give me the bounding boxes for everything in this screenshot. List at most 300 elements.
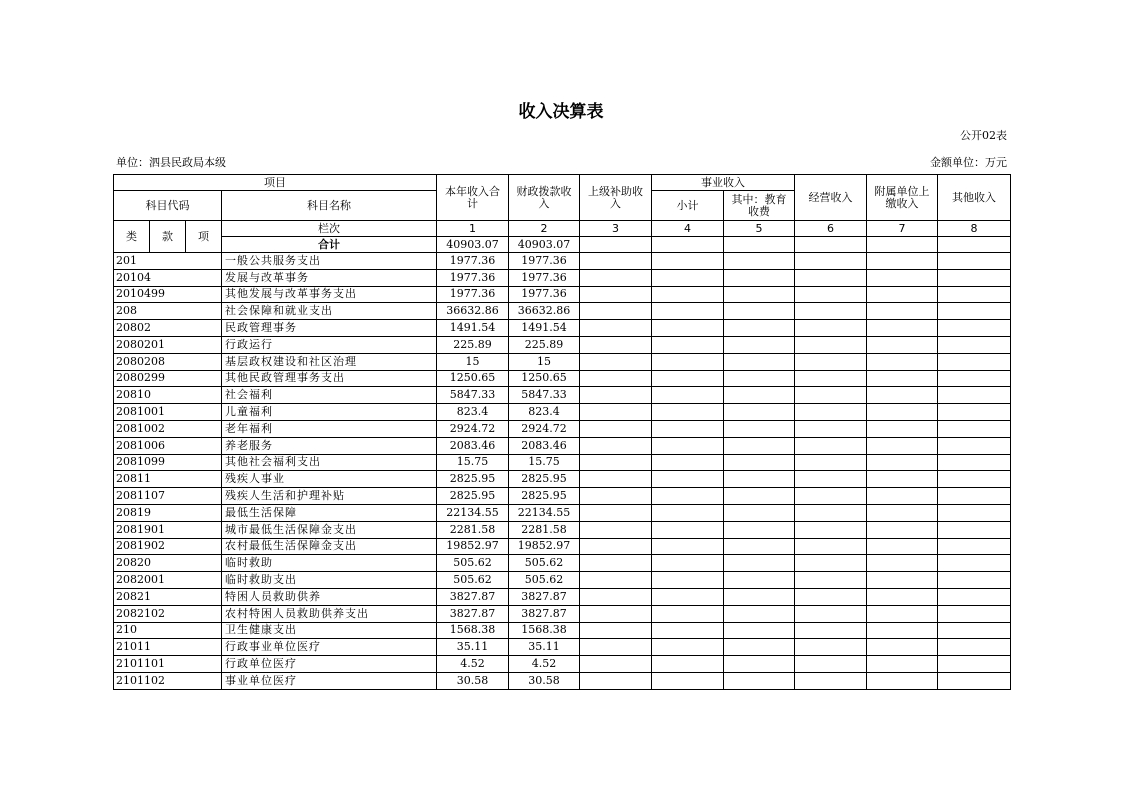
row-biz-sub [652, 370, 724, 387]
row-fiscal: 4.52 [509, 656, 580, 673]
table-row [114, 420, 1011, 437]
row-upper [580, 521, 652, 538]
row-upper [580, 286, 652, 303]
row-fiscal: 225.89 [509, 336, 580, 353]
table-row [114, 303, 1011, 320]
row-total: 1491.54 [437, 320, 509, 337]
row-upper [580, 320, 652, 337]
table-row [114, 370, 1011, 387]
row-total: 35.11 [437, 639, 509, 656]
row-total: 505.62 [437, 555, 509, 572]
table-row [114, 253, 1011, 270]
row-affil [867, 404, 938, 421]
table-row [114, 387, 1011, 404]
row-affil [867, 387, 938, 404]
table-row [114, 605, 1011, 622]
table-row [114, 454, 1011, 471]
row-biz-edu [724, 656, 795, 673]
row-affil [867, 437, 938, 454]
header-biz-edu: 其中：教育收费 [724, 191, 795, 221]
income-table [113, 174, 1011, 690]
row-other [938, 370, 1011, 387]
row-biz-sub [652, 269, 724, 286]
header-oper: 经营收入 [795, 175, 867, 221]
col-num-2: 2 [509, 221, 580, 237]
row-biz-sub [652, 286, 724, 303]
row-upper [580, 504, 652, 521]
row-biz-sub [652, 387, 724, 404]
row-upper [580, 488, 652, 505]
row-oper [795, 605, 867, 622]
col-num-5: 5 [724, 221, 795, 237]
table-row [114, 437, 1011, 454]
row-total: 1250.65 [437, 370, 509, 387]
row-biz-edu [724, 555, 795, 572]
table-row [114, 286, 1011, 303]
row-oper [795, 471, 867, 488]
page-title: 收入决算表 [518, 102, 604, 122]
row-code: 2080299 [114, 370, 222, 387]
row-total: 2825.95 [437, 471, 509, 488]
row-affil [867, 588, 938, 605]
row-total: 4.52 [437, 656, 509, 673]
header-lanci: 栏次 [222, 221, 437, 237]
row-biz-sub [652, 504, 724, 521]
row-biz-edu [724, 672, 795, 689]
row-fiscal: 35.11 [509, 639, 580, 656]
row-upper [580, 269, 652, 286]
row-oper [795, 437, 867, 454]
row-biz-edu [724, 471, 795, 488]
row-upper [580, 353, 652, 370]
row-oper [795, 269, 867, 286]
row-other [938, 572, 1011, 589]
row-oper [795, 555, 867, 572]
row-biz-edu [724, 538, 795, 555]
row-code: 2081107 [114, 488, 222, 505]
header-code: 科目代码 [114, 191, 222, 221]
row-biz-sub [652, 538, 724, 555]
row-oper [795, 656, 867, 673]
row-name: 社会福利 [222, 387, 437, 404]
row-upper [580, 572, 652, 589]
row-name: 养老服务 [222, 437, 437, 454]
row-biz-sub [652, 588, 724, 605]
row-affil [867, 269, 938, 286]
row-upper [580, 639, 652, 656]
row-biz-edu [724, 353, 795, 370]
row-biz-sub [652, 656, 724, 673]
row-affil [867, 672, 938, 689]
row-biz-edu [724, 572, 795, 589]
row-other [938, 488, 1011, 505]
row-name: 农村最低生活保障金支出 [222, 538, 437, 555]
row-fiscal: 2083.46 [509, 437, 580, 454]
form-number: 公开02表 [960, 129, 1007, 142]
row-other [938, 437, 1011, 454]
row-code: 2101102 [114, 672, 222, 689]
row-upper [580, 404, 652, 421]
row-total: 30.58 [437, 672, 509, 689]
row-fiscal: 22134.55 [509, 504, 580, 521]
row-affil [867, 286, 938, 303]
row-upper [580, 420, 652, 437]
row-name: 残疾人生活和护理补贴 [222, 488, 437, 505]
row-name: 社会保障和就业支出 [222, 303, 437, 320]
row-biz-sub [652, 488, 724, 505]
row-biz-sub [652, 622, 724, 639]
row-oper [795, 387, 867, 404]
row-name: 一般公共服务支出 [222, 253, 437, 270]
row-oper [795, 572, 867, 589]
row-biz-edu [724, 303, 795, 320]
row-biz-sub [652, 336, 724, 353]
money-unit-label: 金额单位：万元 [930, 156, 1007, 169]
header-lei: 类 [114, 221, 150, 253]
row-biz-edu [724, 286, 795, 303]
row-affil [867, 471, 938, 488]
row-total: 3827.87 [437, 588, 509, 605]
row-affil [867, 454, 938, 471]
header-item: 项目 [114, 175, 437, 191]
row-code: 2082102 [114, 605, 222, 622]
table-row [114, 622, 1011, 639]
row-biz-edu [724, 588, 795, 605]
row-fiscal: 2825.95 [509, 488, 580, 505]
row-other [938, 656, 1011, 673]
col-num-8: 8 [938, 221, 1011, 237]
row-other [938, 672, 1011, 689]
row-code: 2010499 [114, 286, 222, 303]
row-code: 2080208 [114, 353, 222, 370]
row-biz-sub [652, 253, 724, 270]
row-fiscal: 1491.54 [509, 320, 580, 337]
row-upper [580, 437, 652, 454]
row-affil [867, 336, 938, 353]
row-fiscal: 15 [509, 353, 580, 370]
row-upper [580, 387, 652, 404]
header-upper: 上级补助收入 [580, 175, 652, 221]
row-name: 事业单位医疗 [222, 672, 437, 689]
row-biz-edu [724, 504, 795, 521]
row-biz-edu [724, 404, 795, 421]
row-biz-sub [652, 404, 724, 421]
row-upper [580, 538, 652, 555]
row-code: 20821 [114, 588, 222, 605]
row-biz-edu [724, 269, 795, 286]
header-other: 其他收入 [938, 175, 1011, 221]
table-row [114, 336, 1011, 353]
table-row [114, 353, 1011, 370]
row-name: 其他社会福利支出 [222, 454, 437, 471]
row-code: 2081006 [114, 437, 222, 454]
row-biz-sub [652, 353, 724, 370]
table-row [114, 320, 1011, 337]
row-code: 2081002 [114, 420, 222, 437]
table-row [114, 656, 1011, 673]
table-row [114, 504, 1011, 521]
header-name: 科目名称 [222, 191, 437, 221]
unit-label: 单位：泗县民政局本级 [116, 156, 226, 169]
table-row [114, 521, 1011, 538]
row-biz-edu [724, 253, 795, 270]
row-code: 20820 [114, 555, 222, 572]
row-biz-edu [724, 336, 795, 353]
row-total: 2924.72 [437, 420, 509, 437]
row-fiscal: 505.62 [509, 572, 580, 589]
row-fiscal: 1250.65 [509, 370, 580, 387]
row-oper [795, 639, 867, 656]
row-total: 15 [437, 353, 509, 370]
row-fiscal: 2924.72 [509, 420, 580, 437]
row-fiscal: 15.75 [509, 454, 580, 471]
row-name: 其他民政管理事务支出 [222, 370, 437, 387]
row-upper [580, 370, 652, 387]
table-row [114, 404, 1011, 421]
row-other [938, 353, 1011, 370]
row-name: 民政管理事务 [222, 320, 437, 337]
row-oper [795, 286, 867, 303]
col-num-1: 1 [437, 221, 509, 237]
row-affil [867, 303, 938, 320]
row-total: 2083.46 [437, 437, 509, 454]
row-code: 2101101 [114, 656, 222, 673]
row-fiscal: 1568.38 [509, 622, 580, 639]
row-fiscal: 36632.86 [509, 303, 580, 320]
row-affil [867, 504, 938, 521]
header-biz: 事业收入 [652, 175, 795, 191]
row-fiscal: 823.4 [509, 404, 580, 421]
row-biz-edu [724, 521, 795, 538]
row-name: 行政单位医疗 [222, 656, 437, 673]
total-amount: 40903.07 [437, 237, 509, 253]
row-total: 1977.36 [437, 253, 509, 270]
row-other [938, 622, 1011, 639]
row-total: 1977.36 [437, 269, 509, 286]
row-oper [795, 588, 867, 605]
row-fiscal: 2825.95 [509, 471, 580, 488]
header-kuan: 款 [150, 221, 186, 253]
row-total: 1568.38 [437, 622, 509, 639]
row-oper [795, 353, 867, 370]
row-name: 特困人员救助供养 [222, 588, 437, 605]
row-biz-sub [652, 605, 724, 622]
row-fiscal: 3827.87 [509, 588, 580, 605]
row-code: 2081902 [114, 538, 222, 555]
row-biz-edu [724, 387, 795, 404]
row-oper [795, 488, 867, 505]
row-biz-edu [724, 320, 795, 337]
row-code: 2081001 [114, 404, 222, 421]
row-other [938, 454, 1011, 471]
row-other [938, 555, 1011, 572]
row-code: 20819 [114, 504, 222, 521]
row-other [938, 420, 1011, 437]
row-biz-edu [724, 370, 795, 387]
table-row [114, 269, 1011, 286]
row-other [938, 387, 1011, 404]
row-other [938, 320, 1011, 337]
col-num-7: 7 [867, 221, 938, 237]
row-total: 36632.86 [437, 303, 509, 320]
row-upper [580, 303, 652, 320]
row-oper [795, 320, 867, 337]
header-xiang: 项 [186, 221, 222, 253]
row-total: 823.4 [437, 404, 509, 421]
row-code: 2081099 [114, 454, 222, 471]
row-name: 儿童福利 [222, 404, 437, 421]
row-upper [580, 672, 652, 689]
row-oper [795, 253, 867, 270]
row-code: 21011 [114, 639, 222, 656]
row-affil [867, 521, 938, 538]
row-name: 发展与改革事务 [222, 269, 437, 286]
total-label: 合计 [222, 237, 437, 253]
row-biz-sub [652, 303, 724, 320]
row-other [938, 504, 1011, 521]
header-affil: 附属单位上缴收入 [867, 175, 938, 221]
row-code: 2081901 [114, 521, 222, 538]
row-oper [795, 521, 867, 538]
row-other [938, 404, 1011, 421]
row-oper [795, 404, 867, 421]
row-upper [580, 656, 652, 673]
row-oper [795, 538, 867, 555]
row-affil [867, 370, 938, 387]
row-total: 505.62 [437, 572, 509, 589]
row-affil [867, 622, 938, 639]
row-upper [580, 588, 652, 605]
row-name: 基层政权建设和社区治理 [222, 353, 437, 370]
row-other [938, 538, 1011, 555]
row-upper [580, 336, 652, 353]
row-biz-sub [652, 639, 724, 656]
row-upper [580, 253, 652, 270]
row-name: 老年福利 [222, 420, 437, 437]
row-other [938, 588, 1011, 605]
row-affil [867, 538, 938, 555]
row-oper [795, 504, 867, 521]
row-biz-edu [724, 639, 795, 656]
row-biz-edu [724, 605, 795, 622]
row-total: 5847.33 [437, 387, 509, 404]
row-other [938, 269, 1011, 286]
row-code: 208 [114, 303, 222, 320]
row-affil [867, 353, 938, 370]
row-total: 19852.97 [437, 538, 509, 555]
row-affil [867, 253, 938, 270]
row-affil [867, 605, 938, 622]
total-fiscal: 40903.07 [509, 237, 580, 253]
row-other [938, 639, 1011, 656]
table-row [114, 588, 1011, 605]
row-biz-sub [652, 672, 724, 689]
row-fiscal: 2281.58 [509, 521, 580, 538]
row-biz-sub [652, 437, 724, 454]
row-code: 201 [114, 253, 222, 270]
row-other [938, 286, 1011, 303]
row-upper [580, 471, 652, 488]
row-code: 2080201 [114, 336, 222, 353]
row-total: 22134.55 [437, 504, 509, 521]
row-affil [867, 656, 938, 673]
table-row [114, 672, 1011, 689]
row-name: 卫生健康支出 [222, 622, 437, 639]
row-biz-sub [652, 555, 724, 572]
row-fiscal: 19852.97 [509, 538, 580, 555]
row-fiscal: 3827.87 [509, 605, 580, 622]
row-oper [795, 336, 867, 353]
row-name: 临时救助支出 [222, 572, 437, 589]
row-affil [867, 420, 938, 437]
row-fiscal: 1977.36 [509, 253, 580, 270]
table-row [114, 555, 1011, 572]
row-other [938, 471, 1011, 488]
row-oper [795, 303, 867, 320]
row-total: 3827.87 [437, 605, 509, 622]
row-affil [867, 320, 938, 337]
row-name: 农村特困人员救助供养支出 [222, 605, 437, 622]
table-row [114, 538, 1011, 555]
row-biz-edu [724, 420, 795, 437]
row-code: 2082001 [114, 572, 222, 589]
row-biz-sub [652, 572, 724, 589]
row-biz-edu [724, 622, 795, 639]
row-other [938, 336, 1011, 353]
header-biz-sub: 小计 [652, 191, 724, 221]
row-affil [867, 639, 938, 656]
row-biz-edu [724, 454, 795, 471]
table-row [114, 488, 1011, 505]
row-name: 残疾人事业 [222, 471, 437, 488]
row-name: 其他发展与改革事务支出 [222, 286, 437, 303]
row-name: 城市最低生活保障金支出 [222, 521, 437, 538]
row-biz-sub [652, 420, 724, 437]
row-name: 最低生活保障 [222, 504, 437, 521]
table-row [114, 639, 1011, 656]
row-upper [580, 622, 652, 639]
row-affil [867, 488, 938, 505]
row-fiscal: 1977.36 [509, 269, 580, 286]
row-biz-sub [652, 471, 724, 488]
row-oper [795, 622, 867, 639]
row-fiscal: 505.62 [509, 555, 580, 572]
row-total: 1977.36 [437, 286, 509, 303]
row-other [938, 521, 1011, 538]
row-biz-sub [652, 521, 724, 538]
row-other [938, 253, 1011, 270]
row-code: 20811 [114, 471, 222, 488]
row-other [938, 605, 1011, 622]
row-biz-edu [724, 437, 795, 454]
header-fiscal: 财政拨款收入 [509, 175, 580, 221]
row-upper [580, 555, 652, 572]
header-total: 本年收入合计 [437, 175, 509, 221]
row-total: 2281.58 [437, 521, 509, 538]
col-num-6: 6 [795, 221, 867, 237]
row-upper [580, 605, 652, 622]
row-other [938, 303, 1011, 320]
row-fiscal: 1977.36 [509, 286, 580, 303]
row-code: 210 [114, 622, 222, 639]
row-upper [580, 454, 652, 471]
row-name: 行政运行 [222, 336, 437, 353]
col-num-4: 4 [652, 221, 724, 237]
row-total: 225.89 [437, 336, 509, 353]
row-affil [867, 555, 938, 572]
row-name: 行政事业单位医疗 [222, 639, 437, 656]
row-code: 20104 [114, 269, 222, 286]
